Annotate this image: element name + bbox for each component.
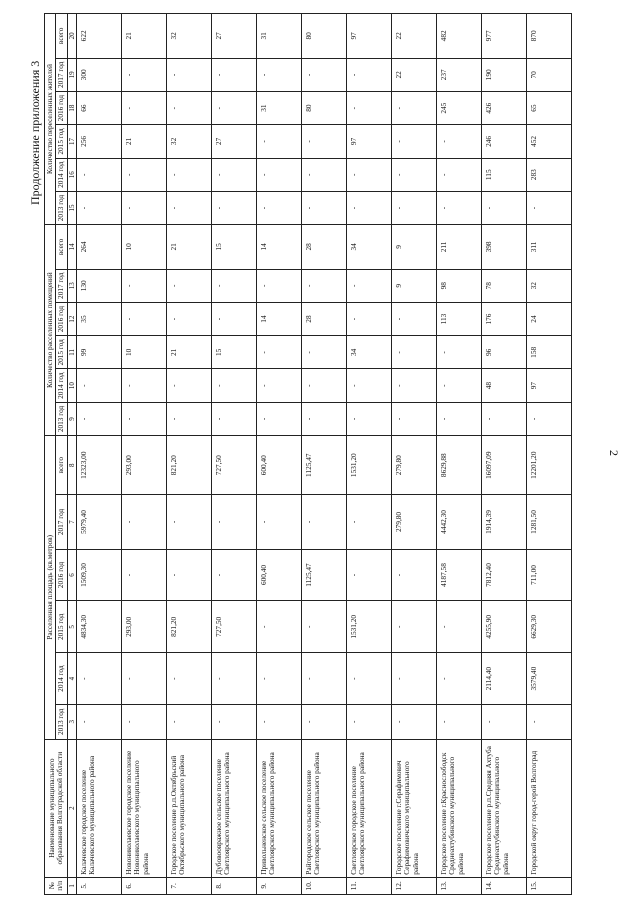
area-cell: - (211, 653, 256, 705)
rooms-cell: 21 (166, 336, 211, 369)
rooms-cell: - (391, 402, 436, 435)
rooms-cell: 98 (436, 269, 481, 302)
column-index: 15 (67, 191, 76, 224)
people-cell: - (256, 125, 301, 158)
header-name: Наименование муниципального образования Волгоградской области (45, 739, 68, 877)
area-cell: - (121, 705, 166, 740)
header-year: 2014 год (56, 369, 67, 402)
page-number: 2 (607, 450, 621, 456)
resettlement-table (44, 13, 572, 895)
row-number: 11. (346, 877, 391, 894)
area-cell: - (436, 601, 481, 653)
column-index: 20 (67, 14, 76, 59)
people-cell: 21 (121, 14, 166, 59)
column-index: 7 (67, 495, 76, 549)
rooms-cell: - (256, 402, 301, 435)
rooms-cell: - (256, 269, 301, 302)
people-cell: - (166, 158, 211, 191)
row-number: 14. (481, 877, 526, 894)
area-cell: - (391, 601, 436, 653)
column-index: 1 (67, 877, 76, 894)
area-cell: 4834,30 (76, 601, 121, 653)
rooms-cell: 34 (346, 225, 391, 269)
column-index: 11 (67, 336, 76, 369)
people-cell: - (166, 191, 211, 224)
header-year: 2016 год (56, 549, 67, 601)
area-cell: 16097,09 (481, 436, 526, 495)
rooms-cell: 10 (121, 336, 166, 369)
area-cell: - (76, 653, 121, 705)
rooms-cell: 78 (481, 269, 526, 302)
rooms-cell: - (211, 302, 256, 335)
area-cell: - (76, 705, 121, 740)
people-cell: 482 (436, 14, 481, 59)
rooms-cell: - (301, 269, 346, 302)
row-number: 12. (391, 877, 436, 894)
area-cell: - (391, 705, 436, 740)
area-cell: 1531,20 (346, 601, 391, 653)
municipality-name: Новониколаевское городское поселение Новониколаевского муниципального района (121, 739, 166, 877)
column-index: 18 (67, 91, 76, 124)
people-cell: 66 (76, 91, 121, 124)
people-cell: 426 (481, 91, 526, 124)
header-year: 2017 год (56, 269, 67, 302)
rooms-cell: 158 (526, 336, 571, 369)
people-cell: - (211, 158, 256, 191)
area-cell: 5979,40 (76, 495, 121, 549)
people-cell: - (346, 158, 391, 191)
rooms-cell: - (301, 336, 346, 369)
area-cell: - (301, 653, 346, 705)
header-year: 2015 год (56, 601, 67, 653)
header-num: № п/п (45, 877, 68, 894)
rooms-cell: - (166, 369, 211, 402)
table-row (526, 14, 571, 895)
rooms-cell: - (436, 402, 481, 435)
area-cell: - (301, 601, 346, 653)
header-year: 2015 год (56, 125, 67, 158)
rooms-cell: - (301, 369, 346, 402)
area-cell: - (526, 705, 571, 740)
rooms-cell: 28 (301, 225, 346, 269)
area-cell: - (166, 549, 211, 601)
area-cell: - (256, 653, 301, 705)
area-cell: 821,20 (166, 436, 211, 495)
rooms-cell: - (121, 402, 166, 435)
people-cell: 452 (526, 125, 571, 158)
header-people-group: Количество переселенных жителей (45, 14, 56, 225)
area-cell: - (346, 705, 391, 740)
rooms-cell: 32 (526, 269, 571, 302)
area-cell: - (211, 549, 256, 601)
page-caption: Продолжение приложения 3 (28, 60, 42, 205)
people-cell: - (346, 191, 391, 224)
column-index: 19 (67, 58, 76, 91)
table-row (436, 14, 481, 895)
table-row (76, 14, 121, 895)
row-number: 8. (211, 877, 256, 894)
people-cell: 237 (436, 58, 481, 91)
table-row (391, 14, 436, 895)
column-index: 9 (67, 402, 76, 435)
people-cell: - (121, 158, 166, 191)
column-index: 4 (67, 653, 76, 705)
people-cell: - (391, 91, 436, 124)
people-cell: - (211, 91, 256, 124)
rooms-cell: 398 (481, 225, 526, 269)
people-cell: 80 (301, 91, 346, 124)
municipality-name: Дубовоовражное сельское поселение Светлоярского муниципального района (211, 739, 256, 877)
rooms-cell: 10 (121, 225, 166, 269)
header-year: 2013 год (56, 402, 67, 435)
people-cell: - (301, 191, 346, 224)
area-cell: 600,40 (256, 436, 301, 495)
people-cell: - (436, 125, 481, 158)
area-cell: - (256, 601, 301, 653)
rooms-cell: 97 (526, 369, 571, 402)
area-cell: 1509,30 (76, 549, 121, 601)
column-index: 13 (67, 269, 76, 302)
rooms-cell: 34 (346, 336, 391, 369)
people-cell: - (391, 158, 436, 191)
people-cell: 22 (391, 58, 436, 91)
header-year: 2014 год (56, 158, 67, 191)
people-cell: 27 (211, 14, 256, 59)
area-cell: 279,80 (391, 436, 436, 495)
column-index: 16 (67, 158, 76, 191)
rooms-cell: 113 (436, 302, 481, 335)
rooms-cell: - (391, 302, 436, 335)
header-total: всего (56, 225, 67, 269)
column-index: 2 (67, 739, 76, 877)
table-row (211, 14, 256, 895)
rooms-cell: - (481, 402, 526, 435)
rooms-cell: - (391, 369, 436, 402)
municipality-name: Райгородское сельское поселение Светлоярского муниципального района (301, 739, 346, 877)
area-cell: - (391, 653, 436, 705)
header-year: 2017 год (56, 495, 67, 549)
area-cell: 1531,20 (346, 436, 391, 495)
rooms-cell: - (256, 369, 301, 402)
rooms-cell: - (166, 402, 211, 435)
area-cell: - (256, 495, 301, 549)
rooms-cell: - (121, 269, 166, 302)
rooms-cell: - (211, 402, 256, 435)
municipality-name: Городское поселение р.п.Октябрьский Октябрьского муниципального района (166, 739, 211, 877)
table-row (481, 14, 526, 895)
area-cell: 6629,30 (526, 601, 571, 653)
people-cell: - (121, 91, 166, 124)
rooms-cell: - (211, 269, 256, 302)
header-year: 2016 год (56, 91, 67, 124)
rooms-cell: - (121, 369, 166, 402)
area-cell: 821,20 (166, 601, 211, 653)
column-index: 8 (67, 436, 76, 495)
people-cell: 246 (481, 125, 526, 158)
people-cell: - (301, 158, 346, 191)
rooms-cell: - (166, 269, 211, 302)
people-cell: - (256, 191, 301, 224)
rooms-cell: 9 (391, 225, 436, 269)
area-cell: 7812,40 (481, 549, 526, 601)
rooms-cell: - (76, 369, 121, 402)
rooms-cell: - (211, 369, 256, 402)
people-cell: - (346, 58, 391, 91)
people-cell: - (436, 158, 481, 191)
people-cell: - (346, 91, 391, 124)
rooms-cell: 176 (481, 302, 526, 335)
header-year: 2015 год (56, 336, 67, 369)
people-cell: 80 (301, 14, 346, 59)
column-index: 17 (67, 125, 76, 158)
header-total: всего (56, 436, 67, 495)
municipality-name: Светлоярское городское поселение Светлоярского муниципального района (346, 739, 391, 877)
column-index: 12 (67, 302, 76, 335)
row-number: 5. (76, 877, 121, 894)
area-cell: 4255,90 (481, 601, 526, 653)
column-index: 6 (67, 549, 76, 601)
area-cell: - (436, 705, 481, 740)
header-row-1 (45, 14, 56, 895)
row-number: 13. (436, 877, 481, 894)
column-index: 10 (67, 369, 76, 402)
area-cell: - (211, 705, 256, 740)
column-index: 5 (67, 601, 76, 653)
header-year: 2013 год (56, 191, 67, 224)
people-cell: - (526, 191, 571, 224)
people-cell: 870 (526, 14, 571, 59)
rooms-cell: - (76, 402, 121, 435)
area-cell: - (166, 653, 211, 705)
row-number: 10. (301, 877, 346, 894)
people-cell: - (436, 191, 481, 224)
people-cell: - (166, 91, 211, 124)
people-cell: 32 (166, 125, 211, 158)
people-cell: 115 (481, 158, 526, 191)
rooms-cell: - (166, 302, 211, 335)
rooms-cell: 15 (211, 336, 256, 369)
area-cell: - (256, 705, 301, 740)
area-cell: - (121, 495, 166, 549)
header-year: 2014 год (56, 653, 67, 705)
municipality-name: Городское поселение р.п.Средняя Ахтуба Среднеахтубинского муниципального района (481, 739, 526, 877)
rooms-cell: 21 (166, 225, 211, 269)
area-cell: - (481, 705, 526, 740)
area-cell: 1281,50 (526, 495, 571, 549)
area-cell: 12323,00 (76, 436, 121, 495)
people-cell: 22 (391, 14, 436, 59)
rooms-cell: - (436, 336, 481, 369)
rooms-cell: 24 (526, 302, 571, 335)
table-row (256, 14, 301, 895)
rooms-cell: - (526, 402, 571, 435)
column-index: 14 (67, 225, 76, 269)
rooms-cell: - (436, 369, 481, 402)
people-cell: 190 (481, 58, 526, 91)
area-cell: - (346, 653, 391, 705)
municipality-name: Привольненское сельское поселение Светлоярского муниципального района (256, 739, 301, 877)
area-cell: - (301, 705, 346, 740)
area-cell: 600,40 (256, 549, 301, 601)
people-cell: - (211, 191, 256, 224)
people-cell: - (121, 58, 166, 91)
table-row (346, 14, 391, 895)
rooms-cell: 14 (256, 225, 301, 269)
rooms-cell: 99 (76, 336, 121, 369)
municipality-name: Городское поселение г.Серафимович Серафимовичского муниципального района (391, 739, 436, 877)
area-cell: 8629,88 (436, 436, 481, 495)
rooms-cell: - (346, 402, 391, 435)
area-cell: - (301, 495, 346, 549)
rooms-cell: 311 (526, 225, 571, 269)
rooms-cell: 28 (301, 302, 346, 335)
table-body (76, 14, 571, 895)
people-cell: 977 (481, 14, 526, 59)
people-cell: 245 (436, 91, 481, 124)
rooms-cell: 48 (481, 369, 526, 402)
table-row (166, 14, 211, 895)
table-row (301, 14, 346, 895)
people-cell: 65 (526, 91, 571, 124)
people-cell: - (256, 158, 301, 191)
people-cell: - (166, 58, 211, 91)
rooms-cell: - (121, 302, 166, 335)
people-cell: 31 (256, 14, 301, 59)
rooms-cell: 264 (76, 225, 121, 269)
area-cell: 711,00 (526, 549, 571, 601)
area-cell: 279,80 (391, 495, 436, 549)
row-number: 6. (121, 877, 166, 894)
column-index: 3 (67, 705, 76, 740)
header-rooms-group: Количество расселенных помещений (45, 225, 56, 436)
area-cell: - (166, 495, 211, 549)
area-cell: - (166, 705, 211, 740)
header-year: 2016 год (56, 302, 67, 335)
header-year: 2017 год (56, 58, 67, 91)
people-cell: - (391, 125, 436, 158)
rooms-cell: - (256, 336, 301, 369)
column-index-row (67, 14, 76, 895)
municipality-name: Городской округ город-герой Волгоград (526, 739, 571, 877)
people-cell: - (211, 58, 256, 91)
municipality-name: Городское поселение г.Краснослободск Среднеахтубинского муниципального района (436, 739, 481, 877)
people-cell: 27 (211, 125, 256, 158)
rooms-cell: 130 (76, 269, 121, 302)
rooms-cell: - (391, 336, 436, 369)
area-cell: 3579,40 (526, 653, 571, 705)
area-cell: - (391, 549, 436, 601)
people-cell: 622 (76, 14, 121, 59)
area-cell: 293,00 (121, 436, 166, 495)
area-cell: 4442,30 (436, 495, 481, 549)
area-cell: 12201,20 (526, 436, 571, 495)
area-cell: - (346, 495, 391, 549)
rooms-cell: - (346, 369, 391, 402)
rooms-cell: 96 (481, 336, 526, 369)
municipality-name: Калачевское городское поселение Калачевского муниципального района (76, 739, 121, 877)
area-cell: - (346, 549, 391, 601)
rooms-cell: 14 (256, 302, 301, 335)
people-cell: 70 (526, 58, 571, 91)
row-number: 9. (256, 877, 301, 894)
people-cell: - (301, 125, 346, 158)
area-cell: - (121, 653, 166, 705)
rooms-cell: - (346, 269, 391, 302)
area-cell: 727,50 (211, 601, 256, 653)
people-cell: - (76, 191, 121, 224)
rooms-cell: 35 (76, 302, 121, 335)
rooms-cell: 15 (211, 225, 256, 269)
people-cell: 32 (166, 14, 211, 59)
people-cell: 256 (76, 125, 121, 158)
people-cell: - (76, 158, 121, 191)
people-cell: 31 (256, 91, 301, 124)
area-cell: 727,50 (211, 436, 256, 495)
rooms-cell: 9 (391, 269, 436, 302)
people-cell: 97 (346, 14, 391, 59)
table-row (121, 14, 166, 895)
row-number: 7. (166, 877, 211, 894)
people-cell: 300 (76, 58, 121, 91)
rooms-cell: 211 (436, 225, 481, 269)
area-cell: - (211, 495, 256, 549)
people-cell: 97 (346, 125, 391, 158)
people-cell: - (481, 191, 526, 224)
area-cell: 2114,40 (481, 653, 526, 705)
header-area-group: Расселенная площадь (кв.метров) (45, 436, 56, 739)
area-cell: 1914,39 (481, 495, 526, 549)
area-cell: 4187,58 (436, 549, 481, 601)
rooms-cell: - (301, 402, 346, 435)
area-cell: 293,00 (121, 601, 166, 653)
header-total: всего (56, 14, 67, 59)
people-cell: - (256, 58, 301, 91)
area-cell: 1125,47 (301, 436, 346, 495)
people-cell: - (391, 191, 436, 224)
area-cell: 1125,47 (301, 549, 346, 601)
header-year: 2013 год (56, 705, 67, 740)
area-cell: - (436, 653, 481, 705)
rooms-cell: - (346, 302, 391, 335)
people-cell: 21 (121, 125, 166, 158)
row-number: 15. (526, 877, 571, 894)
people-cell: - (301, 58, 346, 91)
people-cell: 283 (526, 158, 571, 191)
area-cell: - (121, 549, 166, 601)
people-cell: - (121, 191, 166, 224)
